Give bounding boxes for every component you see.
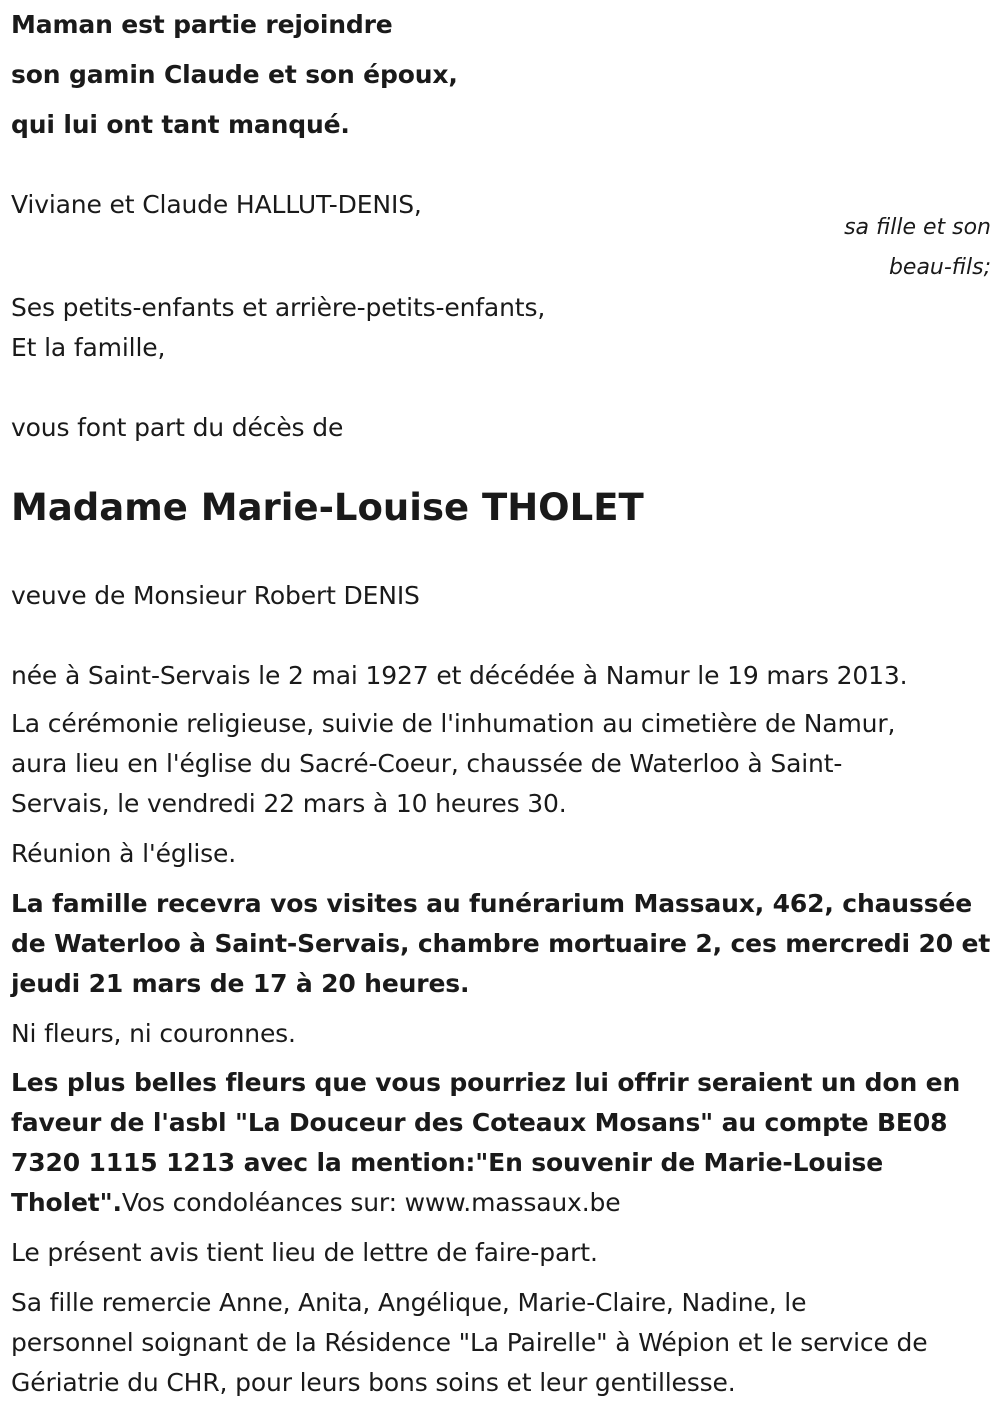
condolences-text: Vos condoléances sur: www.massaux.be [121,1188,621,1217]
announce-line: vous font part du décès de [11,413,344,442]
grandchildren-line: Ses petits-enfants et arrière-petits-enfants, [11,293,546,322]
ceremony-line-3: Servais, le vendredi 22 mars à 10 heures 30. [11,789,567,818]
ceremony-line-1: La cérémonie religieuse, suivie de l'inhumation au cimetière de Namur, [11,709,896,738]
opening-line-2: son gamin Claude et son époux, [11,60,458,89]
opening-line-3: qui lui ont tant manqué. [11,110,350,139]
no-flowers-line: Ni fleurs, ni couronnes. [11,1019,296,1048]
visits-line-3: jeudi 21 mars de 17 à 20 heures. [11,969,470,998]
widow-of-line: veuve de Monsieur Robert DENIS [11,581,420,610]
ceremony-line-2: aura lieu en l'église du Sacré-Coeur, chaussée de Waterloo à Saint- [11,749,843,778]
notice-line: Le présent avis tient lieu de lettre de faire-part. [11,1238,598,1267]
visits-line-1: La famille recevra vos visites au funérarium Massaux, 462, chaussée [11,889,973,918]
donation-line-1: Les plus belles fleurs que vous pourriez lui offrir seraient un don en [11,1068,961,1097]
visits-line-2: de Waterloo à Saint-Servais, chambre mortuaire 2, ces mercredi 20 et [11,929,991,958]
donation-line-4 [11,1186,620,1220]
thanks-line-1: Sa fille remercie Anne, Anita, Angélique, Marie-Claire, Nadine, le [11,1288,807,1317]
donation-line-3: 7320 1115 1213 avec la mention:"En souvenir de Marie-Louise [11,1148,884,1177]
daughter-relation-line-2: beau-fils; [888,255,991,280]
daughter-relation-line-1: sa fille et son [844,215,991,240]
birth-death-line: née à Saint-Servais le 2 mai 1927 et décédée à Namur le 19 mars 2013. [11,661,908,690]
family-line: Et la famille, [11,333,166,362]
thanks-line-3: Gériatrie du CHR, pour leurs bons soins et leur gentillesse. [11,1368,736,1397]
donation-line-2: faveur de l'asbl "La Douceur des Coteaux Mosans" au compte BE08 [11,1108,948,1137]
opening-line-1: Maman est partie rejoindre [11,10,393,39]
deceased-name: Madame Marie-Louise THOLET [11,486,644,529]
donation-tail: Tholet". [11,1188,122,1217]
reunion-line: Réunion à l'église. [11,839,237,868]
thanks-line-2: personnel soignant de la Résidence "La Pairelle" à Wépion et le service de [11,1328,928,1357]
daughter-line: Viviane et Claude HALLUT-DENIS, [11,190,422,219]
